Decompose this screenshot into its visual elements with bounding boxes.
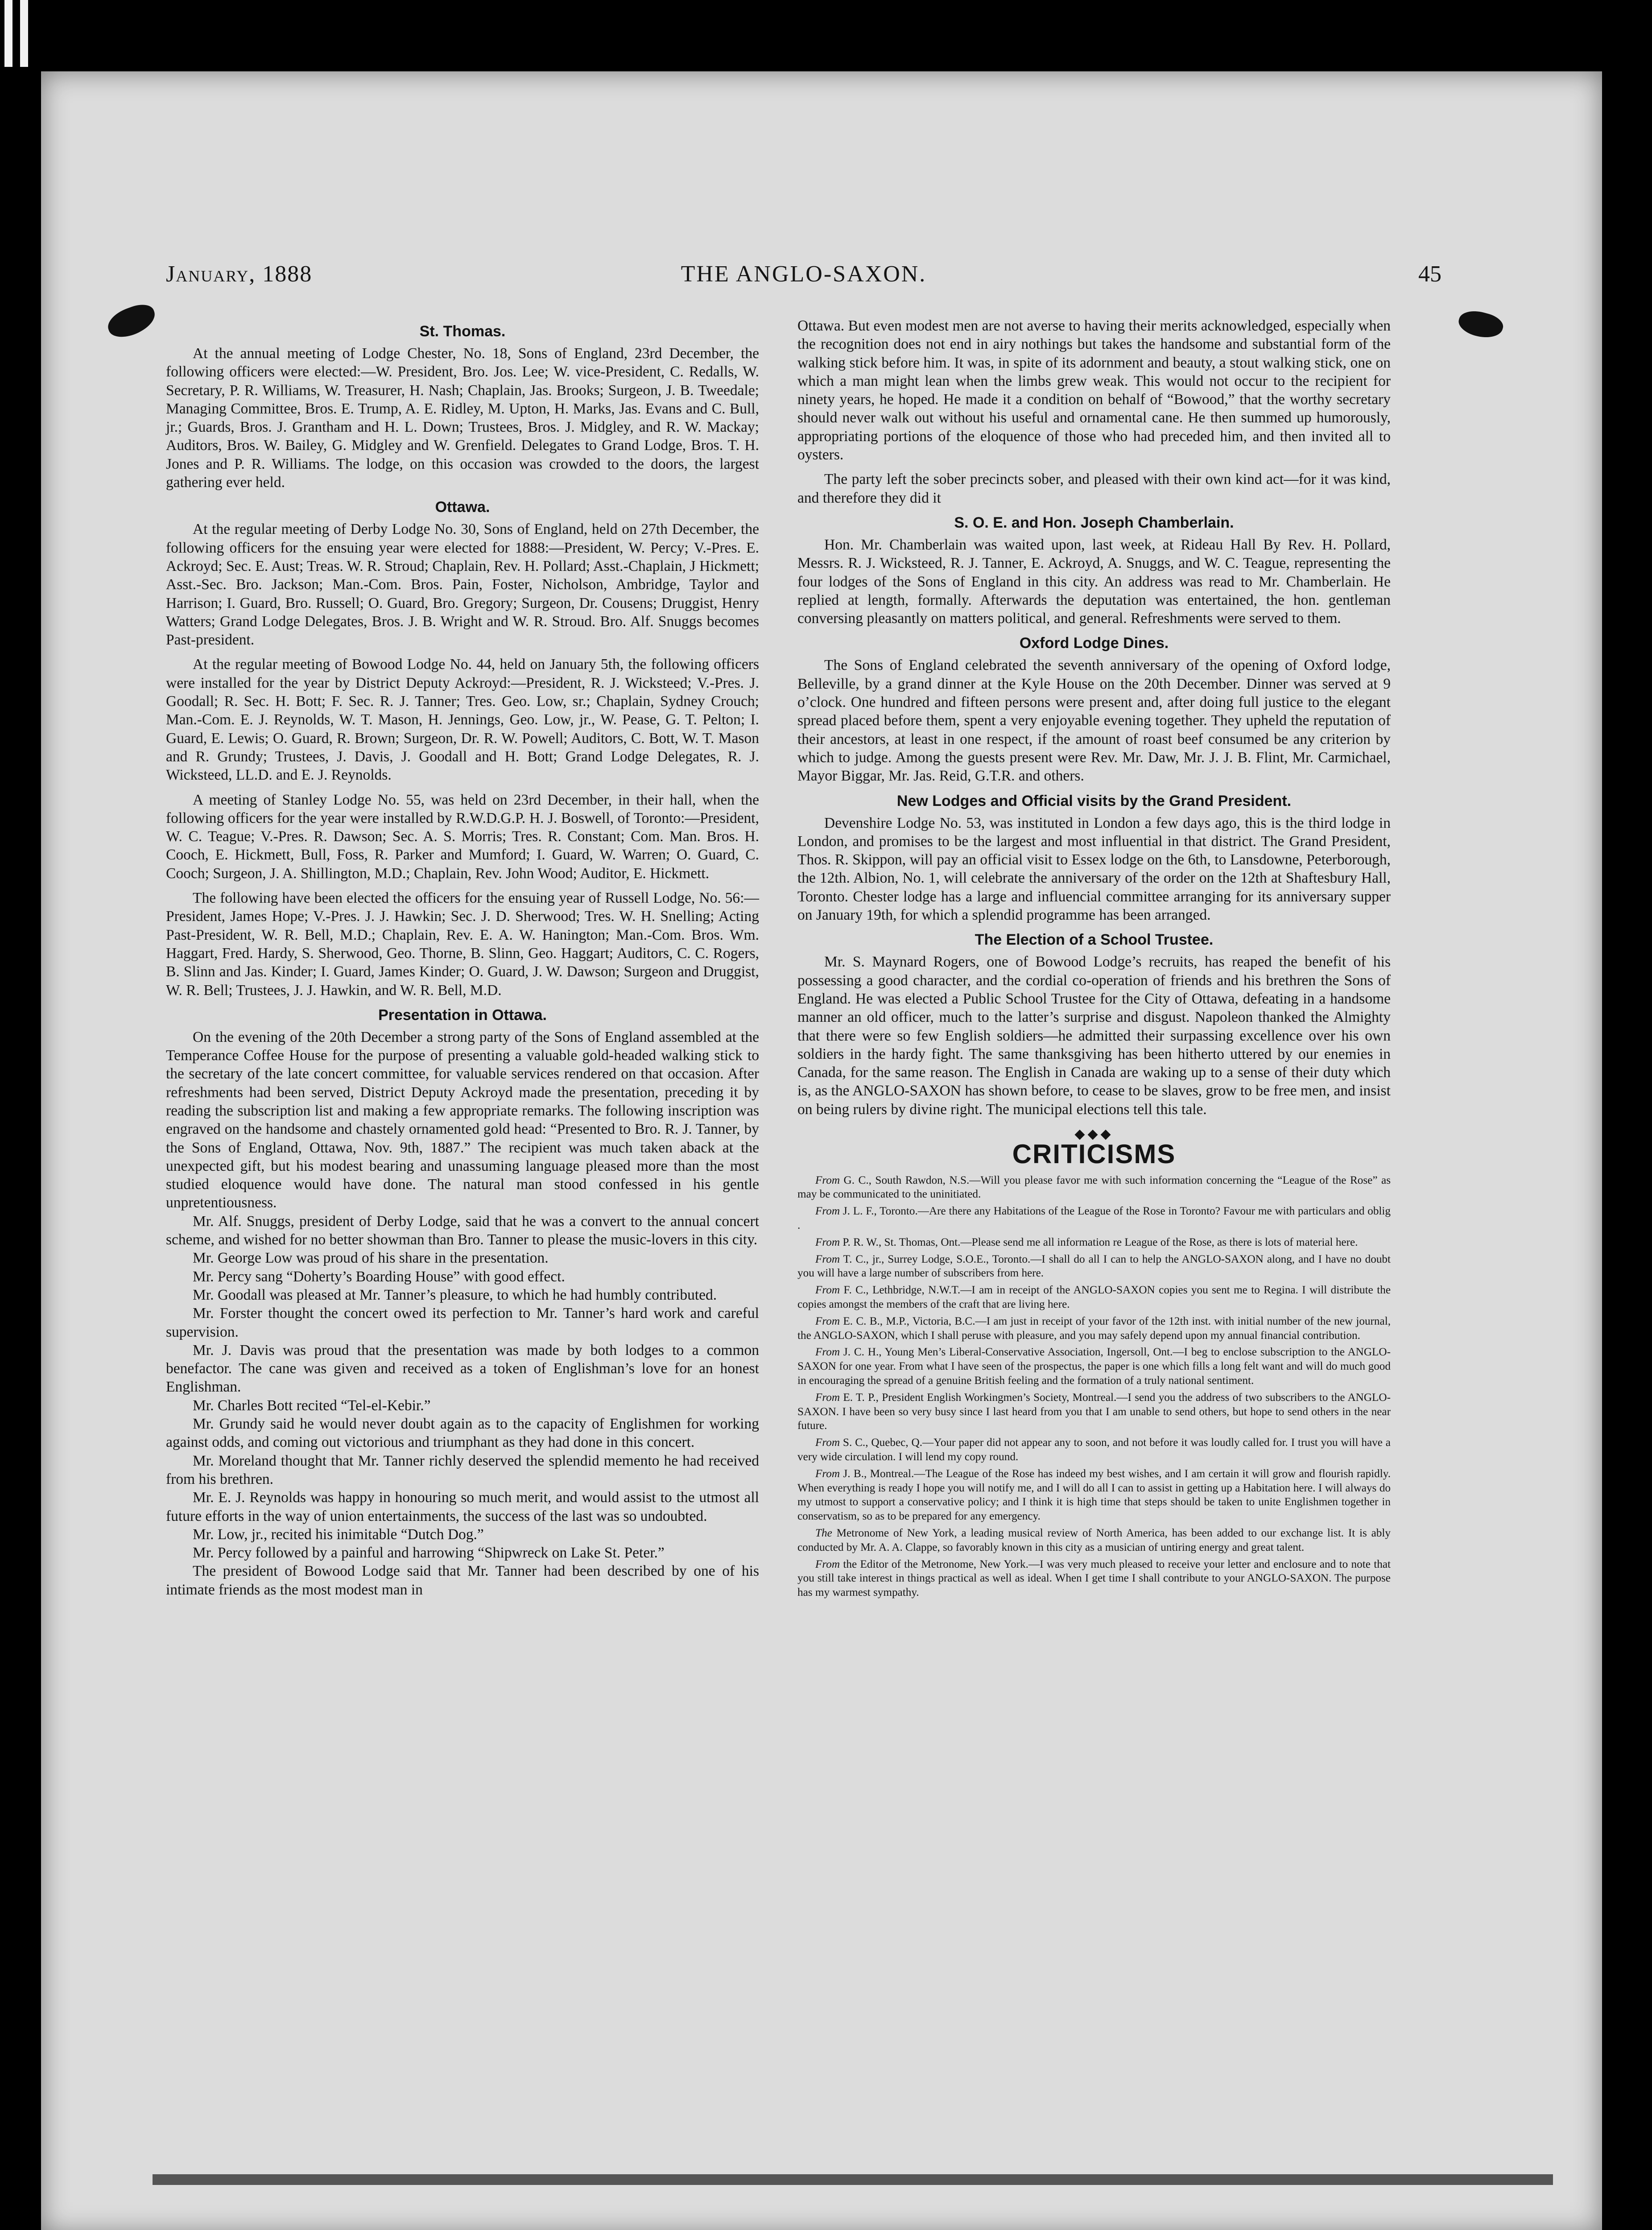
- article-paragraph: Mr. Charles Bott recited “Tel-el-Kebir.”: [193, 1397, 431, 1414]
- letter-text: G. C., South Rawdon, N.S.—Will you please favor me with such information concerning the “League of the Rose” as may be communicated to the uninitiated.: [797, 1174, 1391, 1201]
- article-paragraph: Mr. George Low was proud of his share in the presentation.: [193, 1250, 549, 1267]
- book-binding: [0, 0, 41, 2230]
- criticism-letter: [797, 1173, 1391, 1202]
- article-paragraph: Mr. Forster thought the concert owed its perfection to Mr. Tanner’s hard work and careful supervision.: [166, 1305, 759, 1340]
- criticism-letter: [797, 1557, 1391, 1600]
- criticism-letter: [797, 1345, 1391, 1388]
- article-paragraph: Mr. Grundy said he would never doubt again as to the capacity of Englishmen for working against odds, and coming out victorious and triumphant as they had done in this concert.: [166, 1416, 759, 1451]
- criticism-letter: [797, 1526, 1391, 1555]
- ornament-divider: ◆◆◆: [1074, 1126, 1114, 1141]
- article-paragraph: On the evening of the 20th December a strong party of the Sons of England assembled at the Temperance Coffee House for the purpose of presenting a valuable gold-headed walking stick to the secretary of the late concert committee, for valuable services rendered on that occasion. After refreshments had been served, District Deputy Ackroyd made the presentation, preceding it by reading the subscription list and making a few appropriate remarks. The following inscription was engraved on the handsome and chastely ornamented gold head: “Presented to Bro. R. J. Tanner, by the Sons of England, Ottawa, Nov. 9th, 1887.” The recipient was much taken aback at the unexpected gift, but his modest bearing and unassuming language pleased more than the most studied eloquence would have done. The natural man stood confessed in his gentle unpretentiousness.: [166, 1028, 759, 1211]
- letter-text: P. R. W., St. Thomas, Ont.—Please send me all information re League of the Rose, as there is lots of material here.: [840, 1236, 1358, 1248]
- criticism-letter: [797, 1436, 1391, 1464]
- letter-text: E. T. P., President English Workingmen’s Society, Montreal.—I send you the address of two subscribers to the ANGLO-SAXON. I have been so very busy since I last heard from you that I am unable to send others, but hope to send others in the near future.: [797, 1391, 1391, 1432]
- letter-text: J. L. F., Toronto.—Are there any Habitations of the League of the Rose in Toronto? Favour me with particulars and oblig .: [797, 1205, 1391, 1231]
- page-number: 45: [1418, 261, 1441, 287]
- letter-text: the Editor of the Metronome, New York.—I was very much pleased to receive your letter and enclosure and to note that you still take interest in things practical as well as ideal. When I get time I shall contribute to your ANGLO-SAXON. The purpose has my warmest sympathy.: [797, 1558, 1391, 1599]
- article-paragraph: Mr. Percy followed by a painful and harrowing “Shipwreck on Lake St. Peter.”: [193, 1544, 665, 1561]
- article-paragraph: At the regular meeting of Bowood Lodge No. 44, held on January 5th, the following officers were installed for the year by District Deputy Ackroyd:—President, R. J. Wicksteed; V.-Pres. J. Goodall; R. Sec. H. Bott; F. Sec. R. J. Tanner; Tres. Geo. Low, sr.; Chaplain, Sydney Crouch; Man.-Com. E. J. Reynolds, W. T. Mason, H. Jennings, Geo. Low, jr., W. Pease, G. T. Pelton; I. Guard, E. Lewis; O. Guard, R. Brown; Surgeon, Dr. R. W. Powell; Auditors, C. Bott, W. T. Mason and R. Grundy; Trustees, J. Davis, J. Goodall and H. Bott; Grand Lodge Delegates, R. J. Wicksteed, LL.D. and E. J. Reynolds.: [166, 656, 759, 784]
- article-paragraph: A meeting of Stanley Lodge No. 55, was held on 23rd December, in their hall, when the following officers for the year were installed by R.W.D.G.P. H. J. Boswell, of Toronto:—President, W. C. Teague; V.-Pres. R. Dawson; Sec. A. S. Morris; Tres. R. Constant; Com. Man. Bros. H. Cooch, E. Hickmett, Bull, Foss, R. Parker and Mumford; I. Guard, W. Warren; O. Guard, C. Cooch; Surgeon, J. A. Shillington, M.D.; Chaplain, Rev. John Wood; Auditor, E. Hickmett.: [166, 791, 759, 882]
- section-heading: Ottawa.: [435, 499, 490, 516]
- article-paragraph: Mr. S. Maynard Rogers, one of Bowood Lodge’s recruits, has reaped the benefit of his possessing a good character, and the cordial co-operation of friends and his brethren the Sons of England. He was elected a Public School Trustee for the City of Ottawa, defeating in a handsome manner an old officer, much to the latter’s surprise and disgust. Napoleon thanked the Almighty that there were so few English soldiers—he admitted their surpassing excellence over his own soldiers in the hardy fight. The same thanksgiving has been hitherto uttered by our enemies in Canada, for the same reason. The English in Canada are waking up to a sense of their duty which is, as the ANGLO-SAXON has shown before, to cease to be slaves, grow to be free men, and insist on being rulers by divine right. The municipal elections tell this tale.: [797, 954, 1391, 1118]
- criticism-letter: [797, 1283, 1391, 1312]
- article-paragraph: Mr. E. J. Reynolds was happy in honouring so much merit, and would assist to the utmost all future efforts in the way of union entertainments, the success of the last was so undoubted.: [166, 1489, 759, 1524]
- letter-from-label: From: [815, 1284, 840, 1297]
- left-column: [166, 317, 759, 1599]
- article-paragraph: Mr. Low, jr., recited his inimitable “Dutch Dog.”: [193, 1526, 484, 1543]
- article-paragraph: Mr. Percy sang “Doherty’s Boarding House” with good effect.: [193, 1268, 565, 1285]
- article-paragraph: At the regular meeting of Derby Lodge No. 30, Sons of England, held on 27th December, the following officers for the ensuing year were elected for 1888:—President, W. Percy; V.-Pres. E. Ackroyd; Sec. E. Aust; Treas. W. R. Stroud; Chaplain, Rev. H. Pollard; Asst.-Chaplain, J Hickmett; Asst.-Sec. Bro. Jackson; Man.-Com. Bros. Pain, Foster, Nicholson, Ambridge, Taylor and Harrison; I. Guard, Bro. Russell; O. Guard, Bro. Gregory; Surgeon, Dr. Cousens; Druggist, Henry Watters; Grand Lodge Delegates, Bros. J. B. Wright and W. R. Stroud. Bro. Alf. Snuggs becomes Past-president.: [166, 521, 759, 648]
- criticism-letter: [797, 1235, 1391, 1250]
- letter-from-label: From: [815, 1558, 840, 1570]
- letter-from-label: From: [815, 1236, 840, 1248]
- article-paragraph: Ottawa. But even modest men are not averse to having their merits acknowledged, especially when the recognition does not end in airy nothings but takes the handsome and substantial form of the walking stick before him. It was, in spite of its adornment and beauty, a stout walking stick, one on which a man might lean when the limbs grew weak. This would not occur to the recipient for ninety years, he hoped. He made it a condition on behalf of “Bowood,” that the worthy secretary should never walk out without his useful and ornamental cane. He then summed up humorously, appropriating portions of the eloquence of those who had preceded him, and then invited all to oysters.: [797, 318, 1391, 463]
- criticisms-heading: CRITICISMS: [1012, 1139, 1176, 1169]
- article-paragraph: The Sons of England celebrated the seventh anniversary of the opening of Oxford lodge, Belleville, by a grand dinner at the Kyle House on the 20th December. Dinner was served at 9 o’clock. One hundred and fifteen persons were present and, after doing full justice to the elegant spread placed before them, spent a very enjoyable evening together. They upheld the reputation of their ancestors, at least in one respect, if the amount of roast beef consumed be any criterion by which to judge. Among the guests present were Rev. Mr. Daw, Mr. J. J. B. Flint, Mr. Carmichael, Mayor Biggar, Mr. Jas. Reid, G.T.R. and others.: [797, 657, 1391, 785]
- article-paragraph: Mr. Moreland thought that Mr. Tanner richly deserved the splendid memento he had received from his brethren.: [166, 1452, 759, 1487]
- article-paragraph: Mr. Goodall was pleased at Mr. Tanner’s pleasure, to which he had humbly contributed.: [193, 1286, 717, 1303]
- criticism-letter: [797, 1467, 1391, 1524]
- criticisms-list: [797, 1173, 1391, 1600]
- newspaper-title: THE ANGLO-SAXON.: [681, 261, 927, 287]
- article-paragraph: Hon. Mr. Chamberlain was waited upon, last week, at Rideau Hall By Rev. H. Pollard, Messrs. R. J. Wicksteed, R. J. Tanner, E. Ackroyd, A. Snuggs, and W. C. Teague, representing the four lodges of the Sons of England in this city. An address was read to Mr. Chamberlain. He replied at length, formally. Afterwards the deputation was entertained, the hon. gentleman conversing pleasantly on matters political, and general. Refreshments were served to them.: [797, 536, 1391, 627]
- letter-text: Metronome of New York, a leading musical review of North America, has been added to our exchange list. It is ably conducted by Mr. A. A. Clappe, so favorably known in this city as a musician of untiring energy and great talent.: [797, 1527, 1391, 1553]
- criticism-letter: [797, 1314, 1391, 1343]
- binding-mark: [20, 0, 28, 67]
- criticism-letter: [797, 1204, 1391, 1233]
- section-heading: St. Thomas.: [419, 323, 506, 340]
- page-bottom-edge: [153, 2174, 1553, 2185]
- letter-from-label: From: [815, 1315, 840, 1327]
- article-paragraph: Devenshire Lodge No. 53, was instituted in London a few days ago, this is the third lodge in London, and promises to be the largest and most influential in that district. The Grand President, Thos. R. Skippon, will pay an official visit to Essex lodge on the 6th, to Lansdowne, Peterborough, the 12th. Albion, No. 1, will celebrate the anniversary of the order on the 12th at Shaftesbury Hall, Toronto. Chester lodge has a large and influencial committee arranging for its anniversary supper on January 19th, for which a splendid programme has been arranged.: [797, 814, 1391, 924]
- letter-from-label: From: [815, 1437, 840, 1449]
- letter-from-label: From: [815, 1467, 840, 1480]
- binding-mark: [4, 0, 12, 67]
- letter-from-label: From: [815, 1253, 840, 1265]
- issue-date: January, 1888: [166, 261, 313, 287]
- letter-text: E. C. B., M.P., Victoria, B.C.—I am just in receipt of your favor of the 12th inst. with initial number of the new journal, the ANGLO-SAXON, which I shall peruse with pleasure, and you may safely depend upon my annual financial contribution.: [797, 1315, 1391, 1342]
- right-column: [797, 317, 1391, 1602]
- section-heading: Oxford Lodge Dines.: [1019, 635, 1169, 652]
- article-paragraph: Mr. J. Davis was proud that the presentation was made by both lodges to a common benefactor. The cane was given and received as a token of Englishman’s love for an honest Englishman.: [166, 1342, 759, 1396]
- section-heading: S. O. E. and Hon. Joseph Chamberlain.: [954, 514, 1234, 531]
- letter-from-label: The: [815, 1527, 832, 1539]
- article-paragraph: Mr. Alf. Snuggs, president of Derby Lodge, said that he was a convert to the annual concert scheme, and wished for no better showman than Bro. Tanner to please the music-lovers in this city.: [166, 1213, 759, 1248]
- criticism-letter: [797, 1252, 1391, 1281]
- letter-from-label: From: [815, 1205, 840, 1218]
- letter-from-label: From: [815, 1346, 840, 1359]
- letter-from-label: From: [815, 1174, 840, 1186]
- letter-text: J. C. H., Young Men’s Liberal-Conservative Association, Ingersoll, Ont.—I beg to enclose subscription to the ANGLO-SAXON for one year. From what I have seen of the prospectus, the paper is one which fills a long felt want and will do much good in encouraging the spread of a genuine British feeling and the formation of a truly national sentiment.: [797, 1346, 1391, 1387]
- page-header: [166, 261, 1441, 297]
- letter-text: J. B., Montreal.—The League of the Rose has indeed my best wishes, and I am certain it will grow and flourish rapidly. When everything is ready I hope you will notify me, and I will do all I can to assist in getting up a Habitation here. I will always do my utmost to support a conservative policy; and I think it is high time that steps should be taken to unite Englishmen together in conservatism, so as to be prepared for any emergency.: [797, 1467, 1391, 1523]
- letter-text: T. C., jr., Surrey Lodge, S.O.E., Toronto.—I shall do all I can to help the ANGLO-SAXON along, and I have no doubt you will have a large number of subscribers from here.: [797, 1253, 1391, 1280]
- letter-text: S. C., Quebec, Q.—Your paper did not appear any to soon, and not before it was loudly called for. I trust you will have a very wide circulation. I will lend my copy round.: [797, 1437, 1391, 1463]
- section-heading: Presentation in Ottawa.: [378, 1006, 547, 1024]
- letter-text: F. C., Lethbridge, N.W.T.—I am in receipt of the ANGLO-SAXON copies you sent me to Regina. I will distribute the copies amongst the members of the craft that are living here.: [797, 1284, 1391, 1310]
- section-heading: The Election of a School Trustee.: [975, 931, 1214, 949]
- criticism-letter: [797, 1391, 1391, 1433]
- article-paragraph: The president of Bowood Lodge said that Mr. Tanner had been described by one of his intimate friends as the most modest man in: [166, 1563, 759, 1598]
- article-paragraph: The party left the sober precincts sober, and pleased with their own kind act—for it was kind, and therefore they did it: [797, 471, 1391, 506]
- section-heading: New Lodges and Official visits by the Grand President.: [896, 792, 1292, 809]
- letter-from-label: From: [815, 1391, 840, 1404]
- article-paragraph: The following have been elected the officers for the ensuing year of Russell Lodge, No. 56:—President, James Hope; V.-Pres. J. J. Hawkin; Sec. J. D. Sherwood; Tres. W. H. Snelling; Acting Past-President, W. R. Bell, M.D.; Chaplain, Rev. E. A. W. Hanington; Man.-Com. Bros. Wm. Haggart, Fred. Hardy, S. Sherwood, Geo. Thorne, B. Slinn, Geo. Haggart; Auditors, C. C. Rogers, B. Slinn and Jas. Kinder; I. Guard, James Kinder; O. Guard, J. W. Dawson; Surgeon and Druggist, W. R. Bell; Trustees, J. J. Hawkin, and W. R. Bell, M.D.: [166, 890, 759, 999]
- article-paragraph: At the annual meeting of Lodge Chester, No. 18, Sons of England, 23rd December, the following officers were elected:—W. President, Bro. Jos. Lee; W. vice-President, C. Redalls, W. Secretary, P. R. Williams, W. Treasurer, H. Nash; Chaplain, Jas. Brooks; Surgeon, J. B. Tweedale; Managing Committee, Bros. E. Trump, A. E. Ridley, M. Upton, H. Marks, Jas. Evans and C. Bull, jr.; Guards, Bros. J. Grantham and H. L. Down; Trustees, Bros. J. Midgley, and R. W. Mackay; Auditors, Bros. W. Bailey, G. Midgley and W. Grenfield. Delegates to Grand Lodge, Bros. T. H. Jones and P. R. Williams. The lodge, on this occasion was crowded to the doors, the largest gathering ever held.: [166, 345, 759, 491]
